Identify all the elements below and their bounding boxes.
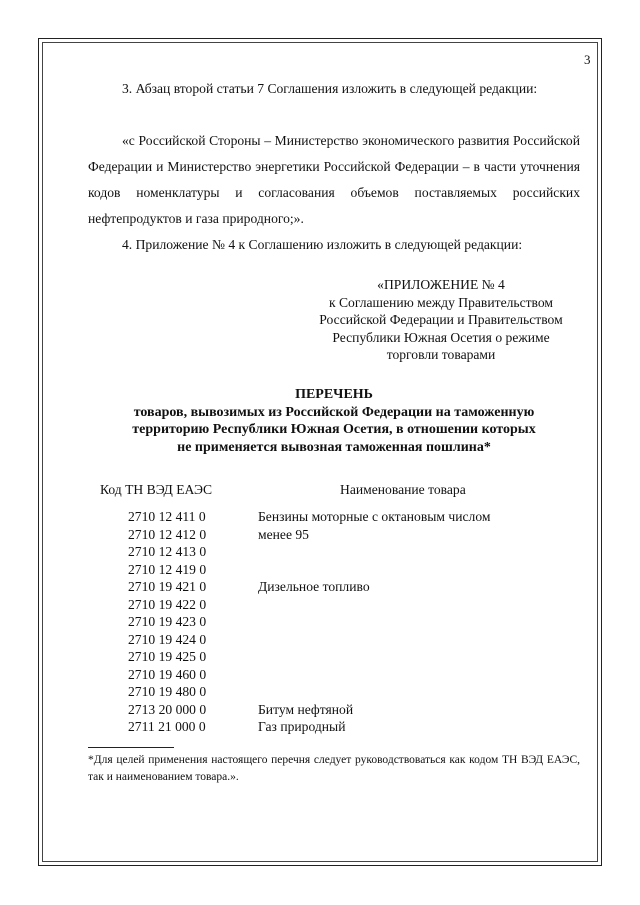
column-header-name: Наименование товара xyxy=(340,482,466,497)
appendix-line-5: торговли товарами xyxy=(386,347,496,362)
name-cell xyxy=(258,613,490,631)
name-column xyxy=(258,508,490,736)
footnote: *Для целей применения настоящего перечня следует руководствоваться как кодом ТН ВЭД ЕАЭС, так и наименованием товара.». xyxy=(88,754,580,783)
appendix-header xyxy=(296,276,586,364)
name-cell: Бензины моторные с октановым числом xyxy=(258,509,491,524)
appendix-line-2: к Соглашению между Правительством xyxy=(328,294,554,310)
paragraph-3: 3. Абзац второй статьи 7 Соглашения изложить в следующей редакции: xyxy=(122,81,538,96)
name-cell: Битум нефтяной xyxy=(258,701,354,717)
list-title-line-2: территорию Республики Южная Осетия, в отношении которых xyxy=(132,422,536,437)
list-title-heading: ПЕРЕЧЕНЬ xyxy=(295,387,373,402)
name-cell xyxy=(258,666,490,684)
name-cell: Газ природный xyxy=(258,719,346,734)
code-cell: 2710 19 423 0 xyxy=(128,614,207,629)
code-cell: 2710 19 460 0 xyxy=(128,666,207,682)
code-cell: 2710 12 411 0 xyxy=(128,509,206,524)
code-cell: 2711 21 000 0 xyxy=(128,719,206,734)
paragraph-3-quote: «с Российской Стороны – Министерство экономического развития Российской Федерации и Министерство энергетики Российской Федерации – в части уточнения кодов номенклатуры и согласования объемов поставляемых российских нефтепродуктов и газа природного;». xyxy=(88,133,580,226)
name-cell xyxy=(258,683,490,701)
code-cell: 2710 19 480 0 xyxy=(128,684,207,699)
paragraph-4: 4. Приложение № 4 к Соглашению изложить в следующей редакции: xyxy=(122,237,523,252)
appendix-line-1: «ПРИЛОЖЕНИЕ № 4 xyxy=(377,277,505,292)
code-cell: 2710 19 421 0 xyxy=(128,579,207,594)
page-number: 3 xyxy=(584,52,591,67)
code-cell: 2710 19 422 0 xyxy=(128,596,207,612)
name-cell xyxy=(258,561,490,579)
code-cell: 2713 20 000 0 xyxy=(128,701,207,717)
appendix-line-4: Республики Южная Осетия о режиме xyxy=(332,329,550,345)
code-cell: 2710 12 412 0 xyxy=(128,526,207,542)
appendix-line-3: Российской Федерации и Правительством xyxy=(319,312,563,327)
column-header-code: Код ТН ВЭД ЕАЭС xyxy=(100,482,213,497)
code-cell: 2710 19 424 0 xyxy=(128,631,207,647)
list-title xyxy=(88,386,580,456)
code-column xyxy=(128,508,206,736)
name-cell xyxy=(258,596,490,614)
footnote-separator xyxy=(88,747,174,748)
name-cell: Дизельное топливо xyxy=(258,579,370,594)
code-cell: 2710 12 413 0 xyxy=(128,544,207,559)
list-title-line-3: не применяется вывозная таможенная пошлина* xyxy=(177,439,491,455)
list-title-line-1: товаров, вывозимых из Российской Федерации на таможенную xyxy=(133,404,535,420)
code-cell: 2710 19 425 0 xyxy=(128,649,207,664)
code-cell: 2710 12 419 0 xyxy=(128,561,207,577)
name-cell xyxy=(258,648,490,666)
name-cell xyxy=(258,631,490,649)
name-cell xyxy=(258,543,490,561)
name-cell: менее 95 xyxy=(258,526,309,542)
